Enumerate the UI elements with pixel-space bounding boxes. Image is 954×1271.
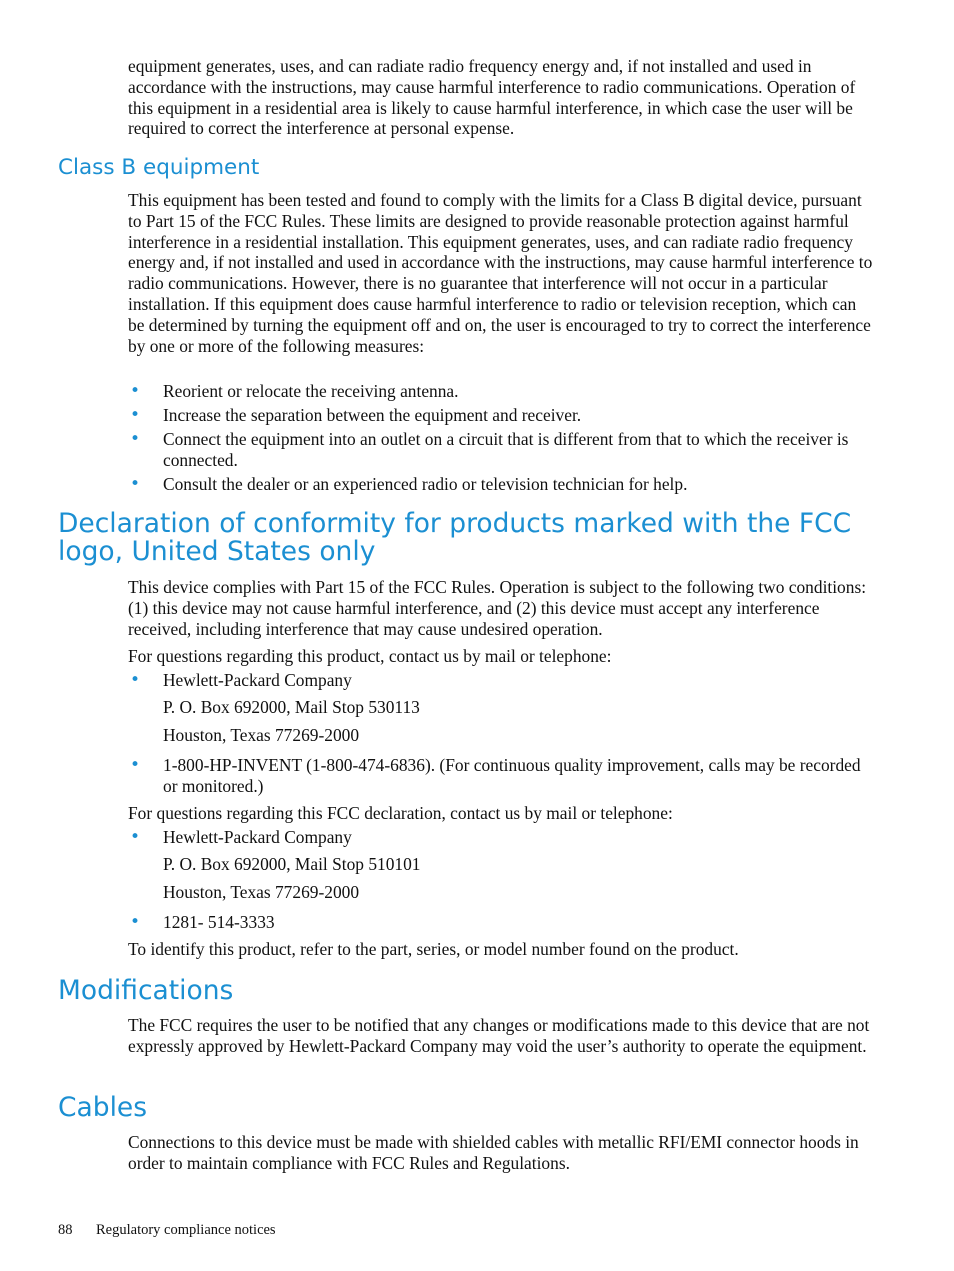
- cables-paragraph: Connections to this device must be made with shielded cables with metallic RFI/EMI connector hoods in order to maintain compliance with FCC Rules and Regulations.: [128, 1132, 859, 1173]
- class-b-paragraph: This equipment has been tested and found to comply with the limits for a Class B digital device, pursuant to Part 15 of the FCC Rules. These limits are designed to provide reasonable protection against harmful interference in a residential installation. This equipment generates, uses, and can radiate radio frequency energy and, if not installed and used in accordance with the instructions, may cause harmful interference to radio communications. However, there is no guarantee that interference will not occur in a particular installation. If this equipment does cause harmful interference to radio or television reception, which can be determined by turning the equipment off and on, the user is encouraged to try to correct the interference by one or more of the following measures:: [128, 190, 873, 356]
- contact-company: Hewlett-Packard Company: [163, 670, 352, 690]
- bullet-icon: •: [130, 405, 141, 425]
- contact-company: Hewlett-Packard Company: [163, 827, 352, 847]
- declaration-paragraph: This device complies with Part 15 of the FCC Rules. Operation is subject to the following two conditions: (1) this device may not cause harmful interference, and (2) this device must accept any interference received, including interference that may cause undesired operation.: [128, 577, 867, 639]
- list-item: Increase the separation between the equipment and receiver.: [163, 405, 582, 425]
- bullet-icon: •: [130, 381, 141, 401]
- cables-heading: Cables: [58, 1092, 148, 1123]
- page-number: 88: [58, 1222, 73, 1238]
- intro-paragraph: equipment generates, uses, and can radiate radio frequency energy and, if not installed and used in accordance with the instructions, may cause harmful interference to radio communications. Operation of this equipment in a residential area is likely to cause harmful interference, in which case the user will be required to correct the interference at personal expense.: [128, 56, 856, 139]
- bullet-icon: •: [130, 912, 141, 932]
- modifications-paragraph: The FCC requires the user to be notified that any changes or modifications made to this device that are not expressly approved by Hewlett-Packard Company may void the user’s authority to operate the equipment.: [128, 1015, 870, 1056]
- contact-phone: 1281- 514-3333: [163, 912, 275, 932]
- declaration-heading: Declaration of conformity for products marked with the FCC logo, United States only: [58, 508, 852, 567]
- fcc-contact-intro: For questions regarding this FCC declaration, contact us by mail or telephone:: [128, 803, 673, 823]
- bullet-icon: •: [130, 474, 141, 494]
- identify-note: To identify this product, refer to the part, series, or model number found on the product.: [128, 939, 739, 959]
- bullet-icon: •: [130, 429, 141, 449]
- contact-phone: 1-800-HP-INVENT (1-800-474-6836). (For continuous quality improvement, calls may be recorded or monitored.): [163, 755, 861, 796]
- product-contact-intro: For questions regarding this product, contact us by mail or telephone:: [128, 646, 612, 666]
- class-b-heading: Class B equipment: [58, 155, 260, 180]
- list-item: Connect the equipment into an outlet on a circuit that is different from that to which the receiver is connected.: [163, 429, 849, 470]
- contact-city: Houston, Texas 77269-2000: [163, 882, 360, 902]
- footer-section-title: Regulatory compliance notices: [96, 1222, 276, 1238]
- bullet-icon: •: [130, 827, 141, 847]
- contact-po-box: P. O. Box 692000, Mail Stop 530113: [163, 697, 420, 717]
- contact-city: Houston, Texas 77269-2000: [163, 725, 360, 745]
- contact-po-box: P. O. Box 692000, Mail Stop 510101: [163, 854, 421, 874]
- bullet-icon: •: [130, 670, 141, 690]
- bullet-icon: •: [130, 755, 141, 775]
- list-item: Consult the dealer or an experienced radio or television technician for help.: [163, 474, 688, 494]
- modifications-heading: Modifications: [58, 975, 234, 1006]
- list-item: Reorient or relocate the receiving antenna.: [163, 381, 459, 401]
